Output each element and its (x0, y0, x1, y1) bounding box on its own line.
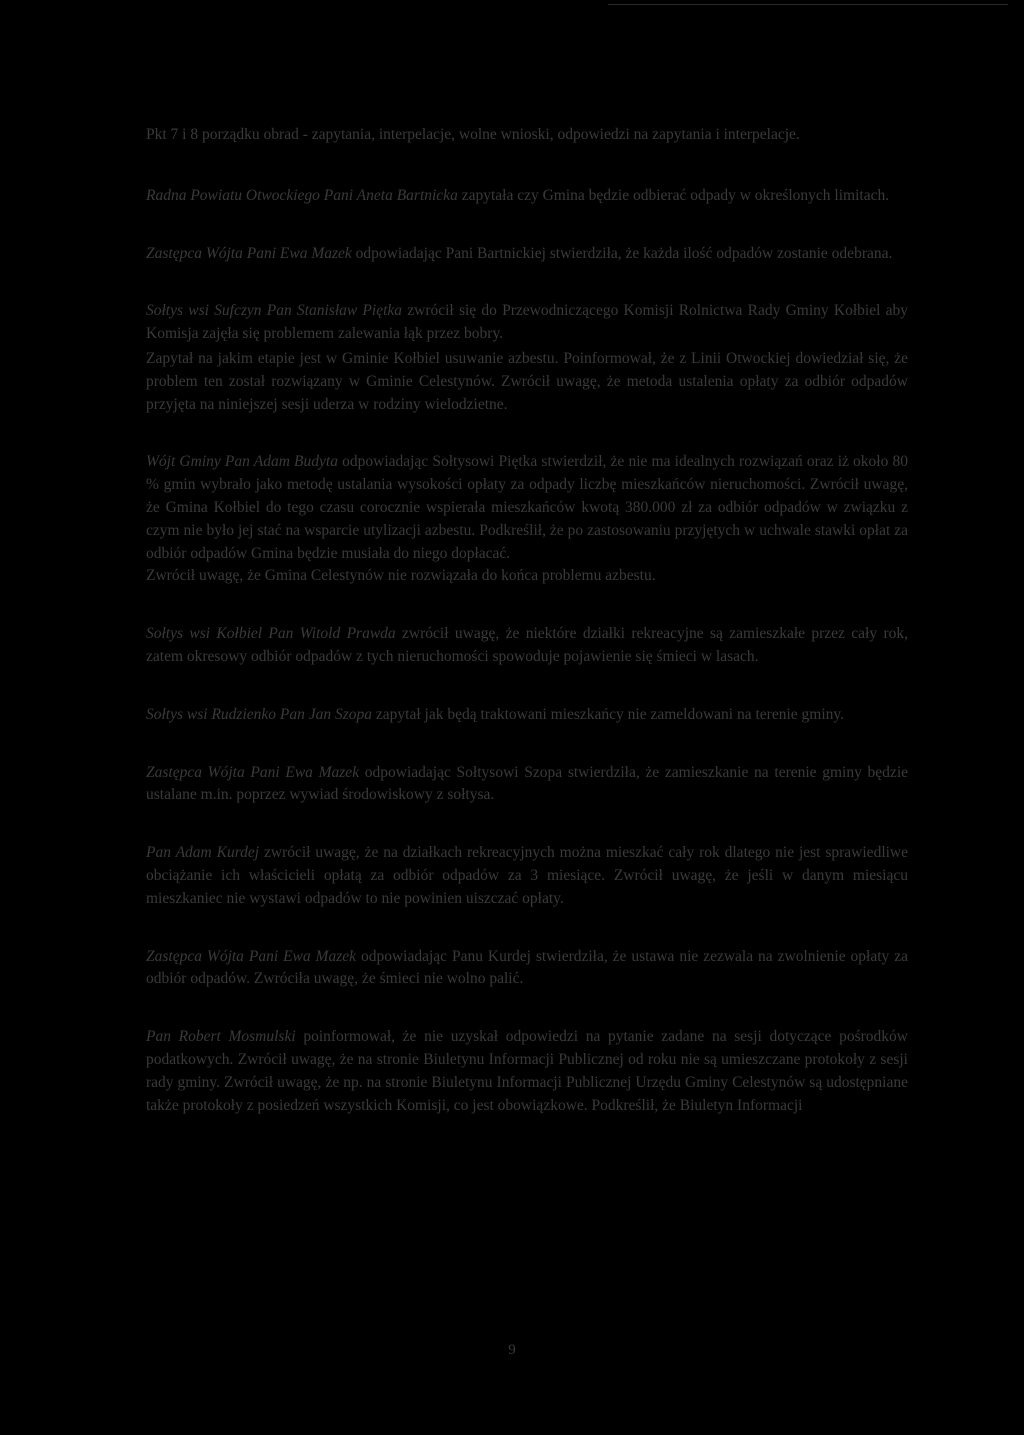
paragraph (146, 300, 908, 346)
paragraph-text: odpowiadając Panu Kurdej stwierdziła, że ustawa nie zezwala na zwolnienie opłaty za odbiór odpadów. Zwróciła uwagę, że śmieci nie wolno palić. (146, 947, 908, 988)
agenda-item-heading: Pkt 7 i 8 porządku obrad - zapytania, interpelacje, wolne wnioski, odpowiedzi na zapytania i interpelacje. (146, 126, 800, 143)
paragraph-text: poinformował, że nie uzyskał odpowiedzi na pytanie zadane na sesji dotyczące pośrodków podatkowych. Zwrócił uwagę, że na stronie Biuletynu Informacji Publicznej od roku nie są umieszczane protokoły z sesji rady gminy. Zwrócił uwagę, że np. na stronie Biuletynu Informacji Publicznej Urzędu Gminy Celestynów są udostępniane także protokoły z posiedzeń wszystkich Komisji, co jest obowiązkowe. Podkreślił, że Biuletyn Informacji (146, 1028, 908, 1114)
paragraph-text: odpowiadając Pani Bartnickiej stwierdziła, że każda ilość odpadów zostanie odebrana. (351, 244, 893, 262)
paragraph (146, 623, 908, 669)
paragraph-text: odpowiadając Sołtysowi Piętka stwierdził, że nie ma idealnych rozwiązań oraz iż około 80 % gmin wybrało jako metodę ustalania wysokości opłaty za odpady liczbę mieszkańców nieruchomości. Zwrócił uwagę, że Gmina Kołbiel do tego czasu corocznie wspierała mieszkańców kwotą 380.000 zł za odbiór odpadów w związku z czym nie było jej stać na wsparcie utylizacji azbestu. Podkreślił, że po zastosowaniu przyjętych w uchwale stawki opłat za odbiór odpadów Gmina będzie musiała do niego dopłacać. (146, 453, 908, 562)
paragraph (146, 762, 908, 808)
speaker-name: Sołtys wsi Kołbiel Pan Witold Prawda (146, 625, 396, 643)
speaker-name: Pan Adam Kurdej (146, 844, 260, 862)
speaker-name: Sołtys wsi Sufczyn Pan Stanisław Piętka (146, 302, 403, 320)
paragraph-text: zapytała czy Gmina będzie odbierać odpady w określonych limitach. (457, 186, 890, 204)
speaker-name: Wójt Gminy Pan Adam Budyta (146, 453, 338, 471)
paragraph-text: zwrócił uwagę, że niektóre działki rekreacyjne są zamieszkałe przez cały rok, zatem okresowy odbiór odpadów z tych nieruchomości spowoduje pojawienie się śmieci w lasach. (146, 625, 908, 665)
paragraph (146, 946, 908, 992)
paragraph-text: zwrócił się do Przewodniczącego Komisji Rolnictwa Rady Gminy Kołbiel aby Komisja zajęła się problemem zalewania łąk przez bobry. (146, 302, 908, 343)
paragraph-text: zapytał jak będą traktowani mieszkańcy nie zameldowani na terenie gminy. (372, 705, 845, 723)
speaker-name: Zastępca Wójta Pani Ewa Mazek (146, 244, 352, 262)
paragraph (146, 565, 908, 588)
paragraph (146, 451, 908, 565)
paragraph-text: zwrócił uwagę, że na działkach rekreacyjnych można mieszkać cały rok dlatego nie jest sprawiedliwe obciążanie ich właścicieli opłatą za odbiór odpadów za 3 miesiące. Zwrócił uwagę, że jeśli w danym miesiącu mieszkaniec nie wystawi odpadów to nie powinien uiszczać opłaty. (146, 844, 908, 907)
paragraph (146, 185, 908, 208)
speaker-name: Radna Powiatu Otwockiego Pani Aneta Bartnicka (146, 186, 458, 204)
paragraph (146, 348, 908, 416)
paragraph-text: odpowiadając Sołtysowi Szopa stwierdziła, że zamieszkanie na terenie gminy będzie ustalane m.in. poprzez wywiad środowiskowy z sołtysa. (146, 763, 909, 804)
paragraph (146, 243, 908, 266)
speaker-name: Sołtys wsi Rudzienko Pan Jan Szopa (146, 705, 373, 723)
top-edge-line (608, 4, 1008, 5)
speaker-name: Zastępca Wójta Pani Ewa Mazek (146, 763, 360, 781)
speaker-name: Zastępca Wójta Pani Ewa Mazek (146, 947, 357, 965)
paragraph-text: Zapytał na jakim etapie jest w Gminie Kołbiel usuwanie azbestu. Poinformował, że z Linii Otwockiej dowiedział się, że problem ten został rozwiązany w Gminie Celestynów. Zwrócił uwagę, że metoda ustalenia opłaty za odbiór odpadów przyjęta na niniejszej sesji uderza w rodziny wielodzietne. (146, 349, 908, 413)
paragraph (146, 1026, 908, 1117)
page-number: 9 (508, 1342, 516, 1358)
speaker-name: Pan Robert Mosmulski (146, 1028, 296, 1046)
paragraph-text: Zwrócił uwagę, że Gmina Celestynów nie rozwiązała do końca problemu azbestu. (146, 567, 656, 585)
document-page (146, 124, 908, 1117)
paragraph (146, 842, 908, 910)
paragraph (146, 704, 908, 727)
